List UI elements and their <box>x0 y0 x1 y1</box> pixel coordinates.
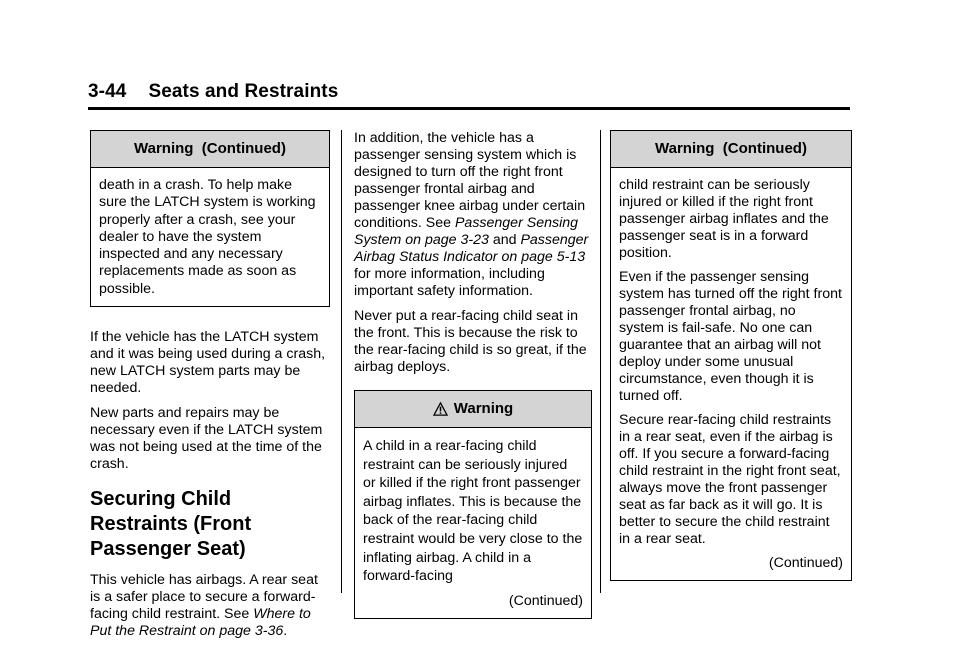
paragraph: Never put a rear-facing child seat in the front. This is because the risk to the rear-facing child is so great, if the airbag deploys. <box>354 308 587 375</box>
header-rule <box>88 107 850 110</box>
column-divider <box>600 130 601 593</box>
warning-box-continued <box>610 130 852 581</box>
warning-box-continued <box>90 130 330 307</box>
paragraph-text: and <box>492 232 517 248</box>
paragraph-punct: . <box>283 623 288 640</box>
cross-reference: Passenger Airbag Status Indicator on page 5-13 <box>354 232 589 265</box>
warning-header <box>355 391 591 428</box>
warning-paragraph: Secure rear-facing child restraints in a rear seat, even if the airbag is off. If you secure a forward-facing child restraint in the right front seat, always move the front passenger seat as far back as it will go. It is better to secure the child restraint in a rear seat. <box>619 412 841 547</box>
warning-body <box>91 168 329 306</box>
warning-body <box>355 428 591 618</box>
column-1 <box>90 130 330 648</box>
warning-text: A child in a rear-facing child restraint can be seriously injured or killed if the right front passenger airbag inflates. This is because the back of the rear-facing child restraint would be very close to the inflating airbag. A child in a forward-facing <box>363 438 583 585</box>
column-3 <box>610 130 852 581</box>
cross-reference: Passenger Sensing System on page 3-23 <box>354 215 579 248</box>
continued-label: (Continued) <box>508 592 583 609</box>
warning-title: Warning (Continued) <box>611 131 851 168</box>
warning-icon <box>433 402 448 417</box>
warning-text: death in a crash. To help make sure the LATCH system is working properly after a crash, see your dealer to have the system inspected and any necessary replacements made as soon as possible. <box>99 177 316 297</box>
warning-body <box>611 168 851 580</box>
paragraph-text: for more information, including important safety information. <box>354 266 545 299</box>
column-divider <box>341 130 342 593</box>
paragraph: New parts and repairs may be necessary even if the LATCH system was not being used at the time of the crash. <box>90 405 323 473</box>
paragraph-text: This vehicle has airbags. A rear seat is a safer place to secure a forward-facing child restraint. See <box>90 572 318 623</box>
page-number: 3-44 <box>88 81 127 102</box>
paragraph-text: In addition, the vehicle has a passenger sensing system which is designed to turn off the right front passenger frontal airbag and passenger knee airbag under certain conditions. See <box>354 130 586 231</box>
continued-label: (Continued) <box>768 555 843 571</box>
warning-title: Warning (Continued) <box>91 131 329 168</box>
page-header <box>88 80 850 104</box>
warning-title: Warning <box>453 400 514 417</box>
column-2 <box>354 130 592 619</box>
header-text <box>88 80 850 104</box>
paragraph <box>90 572 330 640</box>
paragraph: If the vehicle has the LATCH system and it was being used during a crash, new LATCH system parts may be needed. <box>90 329 326 397</box>
paragraph <box>354 130 592 300</box>
section-title: Securing Child Restraints (Front Passenger Seat) <box>90 488 252 561</box>
section-header-title: Seats and Restraints <box>148 81 339 102</box>
warning-paragraph: child restraint can be seriously injured or killed if the right front passenger airbag inflates and the passenger seat is in a forward position. <box>619 177 829 261</box>
warning-paragraph: Even if the passenger sensing system has turned off the right front passenger frontal airbag, no system is fail-safe. No one can guarantee that an airbag will not deploy under some unusual circumstance, even though it is turned off. <box>619 269 842 404</box>
cross-reference: Where to Put the Restraint on page 3-36 <box>90 606 311 640</box>
warning-box <box>354 390 592 619</box>
